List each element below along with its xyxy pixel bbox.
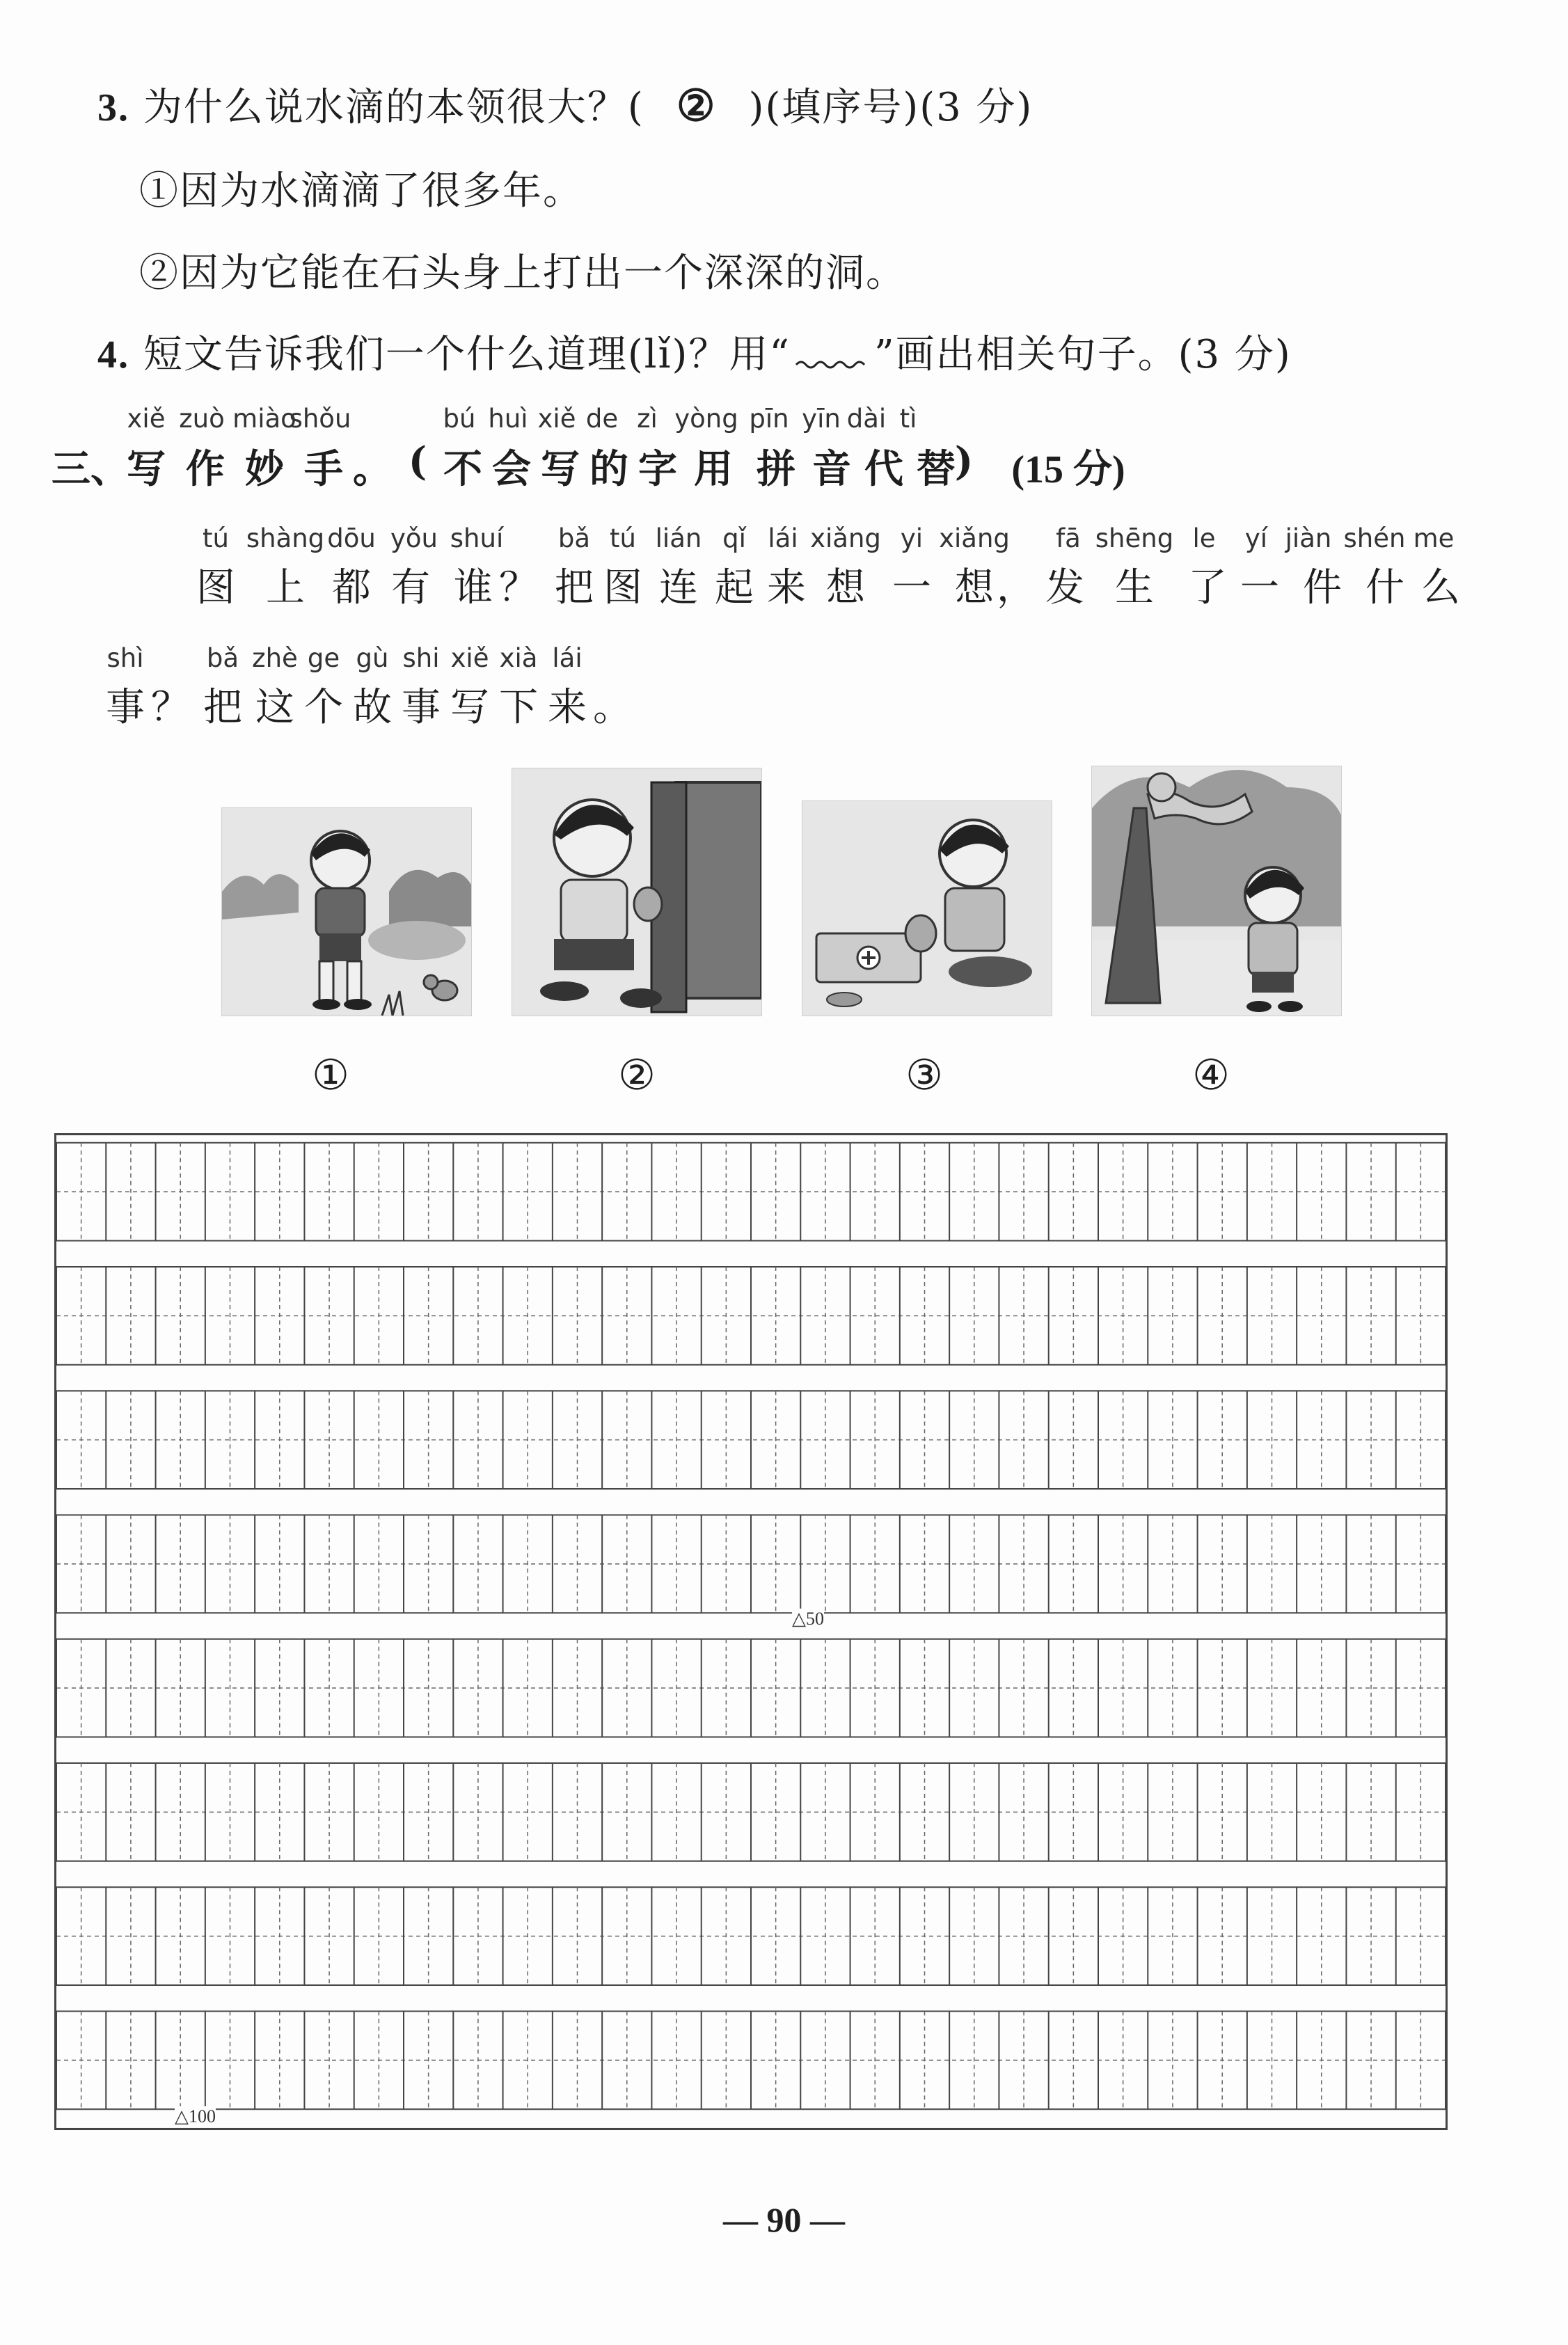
heading-char: 手 xyxy=(304,446,343,492)
section3-pinyin xyxy=(0,404,1568,439)
pinyin: pīn xyxy=(749,404,789,434)
pinyin: dōu xyxy=(327,523,376,553)
q4-number: 4 xyxy=(97,333,118,377)
prompt-char: 连 xyxy=(659,565,698,610)
prompt-char: 生 xyxy=(1115,565,1154,610)
pinyin: huì xyxy=(488,404,528,434)
prompt-char: 起 xyxy=(715,565,754,610)
prompt-char: ， xyxy=(997,565,1036,610)
picture-label-4: ④ xyxy=(1192,1051,1230,1100)
pinyin: tú xyxy=(203,523,229,553)
prompt-char: 事 xyxy=(106,685,145,730)
pinyin: lái xyxy=(768,523,798,553)
pinyin: bǎ xyxy=(206,643,239,673)
pinyin: yīn xyxy=(802,404,841,434)
prompt-char: 把 xyxy=(203,685,242,730)
heading-char: 替 xyxy=(917,446,956,492)
prompt-line1 xyxy=(0,557,1568,613)
pinyin: shi xyxy=(402,643,440,673)
marker-50: △50 xyxy=(792,1609,824,1629)
section-prefix: 三、 xyxy=(52,446,129,492)
prompt-char: 么 xyxy=(1421,565,1460,610)
pinyin: xiǎng xyxy=(810,523,881,553)
pinyin: xià xyxy=(499,643,538,673)
prompt-line2-pinyin xyxy=(0,643,1568,678)
q3-option-2: ②因为它能在石头身上打出一个深深的洞。 xyxy=(139,251,906,296)
q4-stem: 4. 短文告诉我们一个什么道理(lǐ)？用“ ”画出相关句子。(3 分) xyxy=(97,332,1292,377)
prompt-char: 有 xyxy=(391,565,430,610)
pinyin: shēng xyxy=(1095,523,1174,553)
pinyin: yòng xyxy=(674,404,738,434)
picture-1-boy-sees-bird xyxy=(221,807,472,1016)
picture-3-boy-bandages-bird xyxy=(802,800,1052,1016)
prompt-char: 这 xyxy=(255,685,294,730)
heading-char: ( xyxy=(408,439,427,484)
writing-grid-lines xyxy=(56,1135,1450,2132)
heading-char: 字 xyxy=(638,446,677,492)
prompt-line1-pinyin xyxy=(0,523,1568,558)
prompt-char: ？ xyxy=(151,685,190,730)
q3-number: 3 xyxy=(97,86,118,129)
pinyin: fā xyxy=(1056,523,1081,553)
prompt-char: 想 xyxy=(826,565,865,610)
section3-heading xyxy=(42,439,1434,494)
prompt-char: 下 xyxy=(499,685,538,730)
prompt-line2 xyxy=(0,677,1568,732)
pinyin: xiě xyxy=(450,643,489,673)
pinyin: zì xyxy=(637,404,658,434)
prompt-char: 来 xyxy=(548,685,587,730)
heading-char: 拼 xyxy=(757,446,795,492)
section-score: (15 分) xyxy=(1011,448,1125,491)
prompt-char: 想 xyxy=(955,565,994,610)
heading-char: 作 xyxy=(186,446,225,492)
pinyin: bú xyxy=(443,404,476,434)
prompt-char: 图 xyxy=(603,565,642,610)
q4-text-after: ”画出相关句子。(3 分) xyxy=(873,332,1292,377)
pinyin: miào xyxy=(232,404,296,434)
pinyin: le xyxy=(1192,523,1216,553)
heading-char: 音 xyxy=(812,446,851,492)
heading-char: 代 xyxy=(864,446,903,492)
q3-answer: ② xyxy=(676,83,717,130)
pinyin: bǎ xyxy=(557,523,591,553)
pinyin: zhè xyxy=(252,643,298,673)
pinyin: dài xyxy=(846,404,887,434)
heading-char: ) xyxy=(954,439,974,484)
prompt-char: 一 xyxy=(892,565,931,610)
prompt-char: 事 xyxy=(402,685,441,730)
prompt-char: 上 xyxy=(266,565,305,610)
picture-4-bird-flies-away xyxy=(1091,766,1342,1016)
pinyin: gù xyxy=(356,643,389,673)
heading-char: 。 xyxy=(353,446,392,492)
prompt-char: ？ xyxy=(499,565,538,610)
marker-100: △100 xyxy=(175,2106,216,2126)
heading-char: 写 xyxy=(127,446,166,492)
pinyin: ge xyxy=(307,643,340,673)
pinyin: xiě xyxy=(537,404,576,434)
pinyin: xiǎng xyxy=(939,523,1010,553)
prompt-char: 来 xyxy=(767,565,806,610)
heading-char: 会 xyxy=(492,446,531,492)
prompt-char: 发 xyxy=(1045,565,1084,610)
pinyin: shén xyxy=(1343,523,1406,553)
pinyin: shǒu xyxy=(289,404,351,434)
prompt-char: 了 xyxy=(1188,565,1227,610)
pinyin: shàng xyxy=(246,523,325,553)
pinyin: shuí xyxy=(450,523,504,553)
pinyin: lián xyxy=(655,523,702,553)
picture-label-2: ② xyxy=(618,1051,656,1100)
q4-text-before: 短文告诉我们一个什么道理(lǐ)？用“ xyxy=(143,332,791,377)
prompt-char: 把 xyxy=(555,565,594,610)
picture-label-1: ① xyxy=(312,1051,349,1100)
prompt-char: 个 xyxy=(304,685,343,730)
prompt-char: 。 xyxy=(593,685,632,730)
wavy-underline-icon xyxy=(791,344,874,372)
heading-char: 用 xyxy=(694,446,733,492)
pinyin: tú xyxy=(610,523,636,553)
prompt-char: 谁 xyxy=(454,565,493,610)
q3-text: 为什么说水滴的本领很大？( xyxy=(143,85,644,130)
heading-char: 写 xyxy=(541,446,580,492)
q3-suffix: )(填序号)(3 分) xyxy=(748,85,1034,130)
pinyin: yi xyxy=(900,523,924,553)
pinyin: qǐ xyxy=(722,523,746,553)
picture-label-3: ③ xyxy=(905,1051,943,1100)
pinyin: yǒu xyxy=(390,523,438,553)
picture-2-boy-carries-bird xyxy=(512,768,762,1016)
pinyin: de xyxy=(585,404,619,434)
writing-grid[interactable] xyxy=(54,1133,1448,2130)
prompt-char: 故 xyxy=(353,685,392,730)
heading-char: 妙 xyxy=(245,446,284,492)
heading-char: 不 xyxy=(443,446,482,492)
q3-option-1: ①因为水滴滴了很多年。 xyxy=(139,168,583,214)
prompt-char: 写 xyxy=(450,685,489,730)
prompt-char: 一 xyxy=(1240,565,1279,610)
page-number: — 90 — xyxy=(723,2200,845,2239)
q3-stem: 3. 为什么说水滴的本领很大？( ② )(填序号)(3 分) xyxy=(97,77,1033,132)
pinyin: zuò xyxy=(179,404,225,434)
prompt-char: 什 xyxy=(1365,565,1404,610)
pinyin: xiě xyxy=(127,404,166,434)
pinyin: lái xyxy=(552,643,583,673)
pinyin: tì xyxy=(899,404,917,434)
prompt-char: 件 xyxy=(1303,565,1342,610)
pinyin: jiàn xyxy=(1285,523,1332,553)
prompt-char: 图 xyxy=(196,565,235,610)
heading-char: 的 xyxy=(589,446,628,492)
prompt-char: 都 xyxy=(332,565,371,610)
pinyin: shì xyxy=(106,643,144,673)
pinyin: me xyxy=(1413,523,1455,553)
pinyin: yí xyxy=(1244,523,1268,553)
